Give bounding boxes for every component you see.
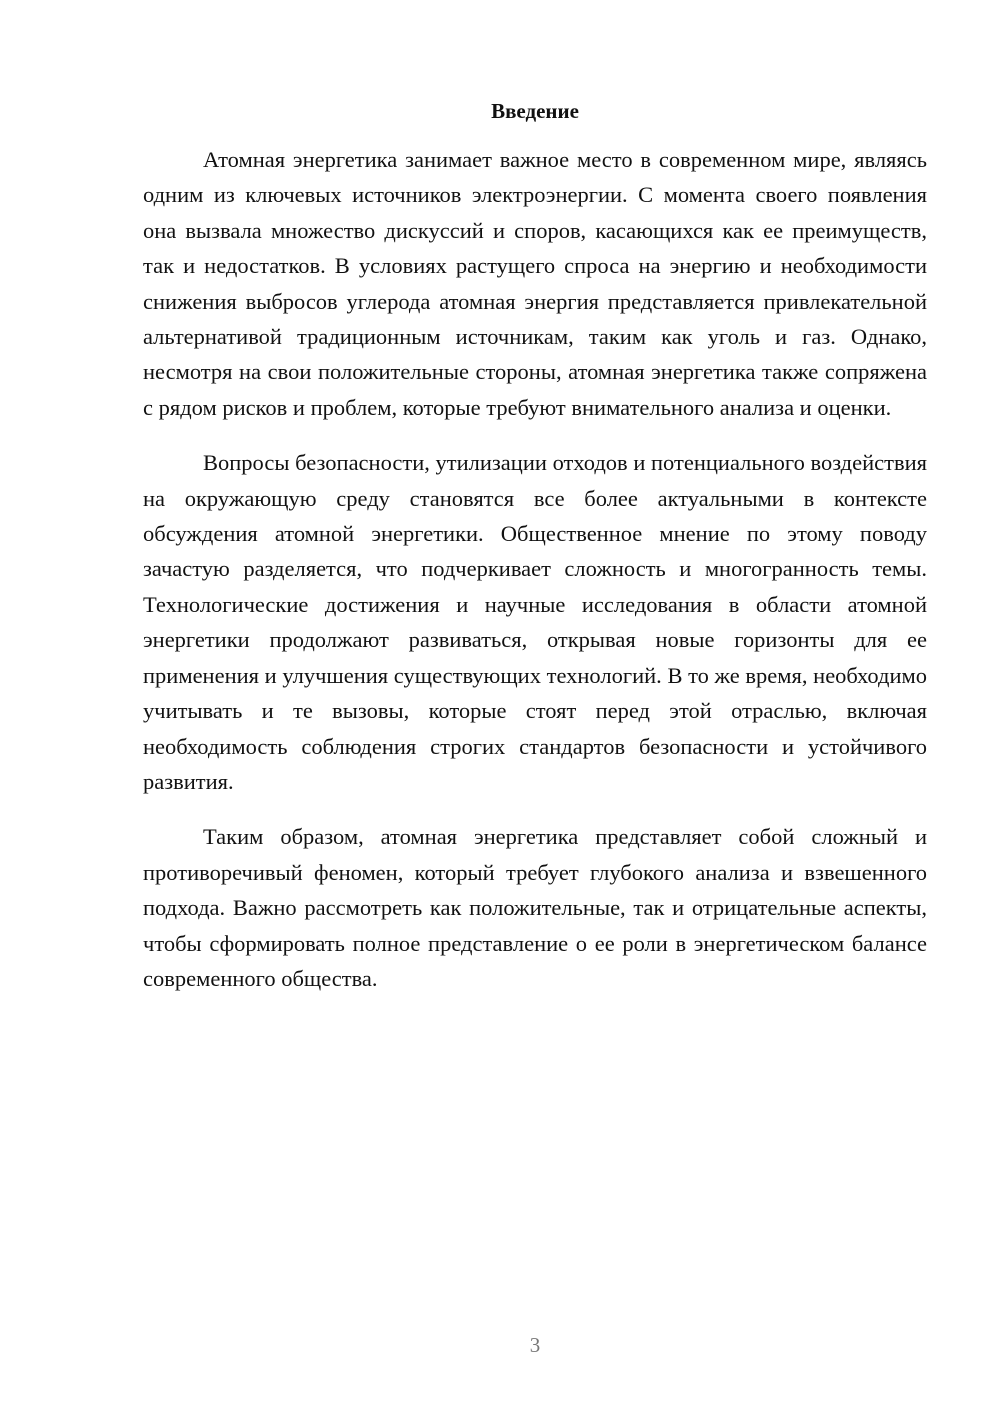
page-number: 3 [529, 1333, 541, 1357]
section-heading: Введение [491, 99, 579, 123]
body-text [143, 142, 927, 996]
paragraph-1: Атомная энергетика занимает важное место в современном мире, являясь одним из ключевых источников электроэнергии. С момента своего появления она вызвала множество дискуссий и споров, касающихся как ее преимуществ, так и недостатков. В условиях растущего спроса на энергию и необходимости снижения выбросов углерода атомная энергия представляется привлекательной альтернативой традиционным источникам, таким как уголь и газ. Однако, несмотря на свои положительные стороны, атомная энергетика также сопряжена с рядом рисков и проблем, которые требуют внимательного анализа и оценки. [143, 147, 927, 420]
paragraph-2: Вопросы безопасности, утилизации отходов и потенциального воздействия на окружающую среду становятся все более актуальными в контексте обсуждения атомной энергетики. Общественное мнение по этому поводу зачастую разделяется, что подчеркивает сложность и многогранность темы. Технологические достижения и научные исследования в области атомной энергетики продолжают развиваться, открывая новые горизонты для ее применения и улучшения существующих технологий. В то же время, необходимо учитывать и те вызовы, которые стоят перед этой отраслью, включая необходимость соблюдения строгих стандартов безопасности и устойчивого развития. [143, 450, 927, 794]
paragraph-3: Таким образом, атомная энергетика представляет собой сложный и противоречивый феномен, который требует глубокого анализа и взвешенного подхода. Важно рассмотреть как положительные, так и отрицательные аспекты, чтобы сформировать полное представление о ее роли в энергетическом балансе современного общества. [143, 824, 927, 991]
